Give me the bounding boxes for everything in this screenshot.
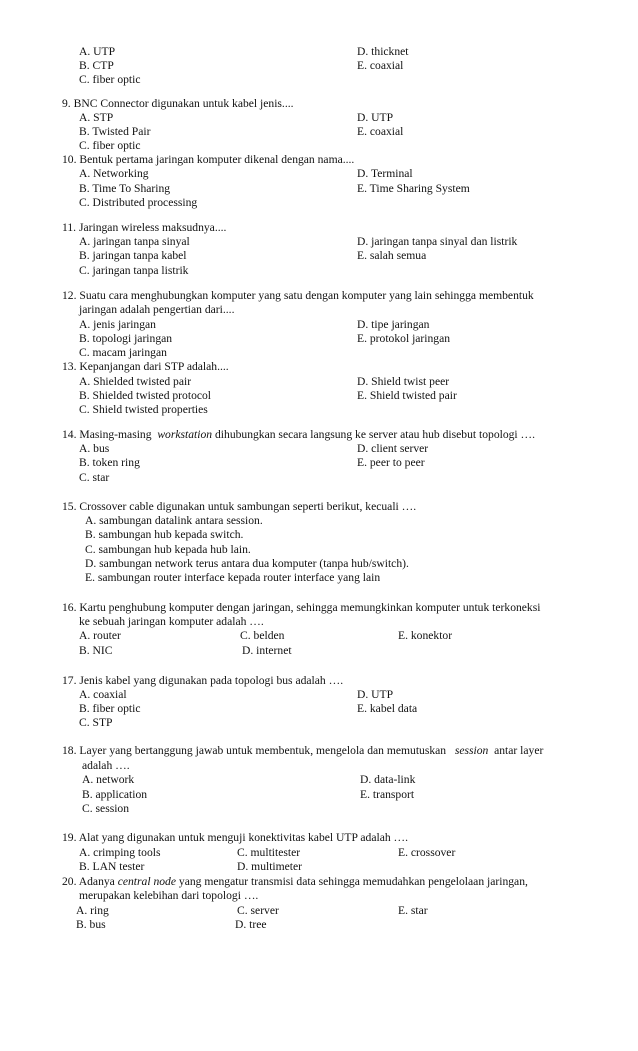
option-text: C. star (79, 471, 110, 484)
option-text: A. crimping tools (79, 846, 161, 859)
option-text: E. coaxial (357, 125, 404, 138)
option-text: C. Shield twisted properties (79, 403, 208, 416)
option-text: C. belden (240, 629, 285, 642)
italic-term: workstation (157, 428, 213, 441)
option-text: A. Networking (79, 167, 149, 180)
question-text: jaringan adalah pengertian dari.... (79, 303, 235, 316)
option-text: B. LAN tester (79, 860, 145, 873)
option-text: C. fiber optic (79, 139, 141, 152)
question-text: 13. Kepanjangan dari STP adalah.... (62, 360, 229, 373)
option-text: B. sambungan hub kepada switch. (85, 528, 244, 541)
option-text: A. sambungan datalink antara session. (85, 514, 263, 527)
question-text: 10. Bentuk pertama jaringan komputer dikenal dengan nama.... (62, 153, 355, 166)
italic-term: session (454, 744, 489, 757)
question-text (62, 875, 528, 889)
option-text: D. UTP (357, 688, 394, 701)
question-text: adalah …. (82, 759, 130, 772)
option-text: B. CTP (79, 59, 114, 72)
option-text: A. UTP (79, 45, 116, 58)
question-text: 17. Jenis kabel yang digunakan pada topologi bus adalah …. (62, 674, 344, 687)
question-text-part: antar layer (494, 744, 544, 757)
option-text: A. STP (79, 111, 114, 124)
option-text: C. sambungan hub kepada hub lain. (85, 543, 251, 556)
option-text: C. macam jaringan (79, 346, 167, 359)
option-text: B. Twisted Pair (79, 125, 151, 138)
option-text: A. Shielded twisted pair (79, 375, 192, 388)
option-text: A. bus (79, 442, 110, 455)
option-text: D. multimeter (237, 860, 303, 873)
option-text: D. thicknet (357, 45, 409, 58)
option-text: E. sambungan router interface kepada router interface yang lain (85, 571, 381, 584)
option-text: C. session (82, 802, 130, 815)
question-text: ke sebuah jaringan komputer adalah …. (79, 615, 264, 628)
option-text: A. ring (76, 904, 109, 917)
option-text: A. jaringan tanpa sinyal (79, 235, 190, 248)
option-text: B. topologi jaringan (79, 332, 173, 345)
option-text: A. jenis jaringan (79, 318, 156, 331)
question-text-part: yang mengatur transmisi data sehingga memudahkan pengelolaan jaringan, (178, 875, 528, 888)
question-text: 9. BNC Connector digunakan untuk kabel jenis.... (62, 97, 294, 110)
option-text: B. Shielded twisted protocol (79, 389, 212, 402)
option-text: D. internet (242, 644, 292, 657)
option-text: B. token ring (79, 456, 140, 469)
question-text: 16. Kartu penghubung komputer dengan jaringan, sehingga memungkinkan komputer untuk terkoneksi (62, 601, 541, 614)
option-text: E. peer to peer (357, 456, 425, 469)
option-text: A. router (79, 629, 121, 642)
option-text: A. coaxial (79, 688, 127, 701)
option-text: B. fiber optic (79, 702, 141, 715)
option-text: B. jaringan tanpa kabel (79, 249, 187, 262)
option-text: E. kabel data (357, 702, 418, 715)
option-text: E. konektor (398, 629, 453, 642)
question-text: 15. Crossover cable digunakan untuk sambungan seperti berikut, kecuali …. (62, 500, 417, 513)
option-text: E. salah semua (357, 249, 427, 262)
option-text: C. multitester (237, 846, 301, 859)
option-text: B. NIC (79, 644, 113, 657)
option-text: E. crossover (398, 846, 456, 859)
italic-term: central node (117, 875, 176, 888)
question-text (62, 428, 535, 442)
question-text-part: 14. Masing-masing (62, 428, 152, 441)
option-text: D. jaringan tanpa sinyal dan listrik (357, 235, 518, 248)
question-text: 19. Alat yang digunakan untuk menguji konektivitas kabel UTP adalah …. (62, 831, 409, 844)
option-text: B. Time To Sharing (79, 182, 171, 195)
question-text (62, 744, 543, 758)
question-text: 11. Jaringan wireless maksudnya.... (62, 221, 227, 234)
option-text: D. Terminal (357, 167, 413, 180)
option-text: E. protokol jaringan (357, 332, 451, 345)
option-text: D. tree (235, 918, 267, 931)
option-text: D. UTP (357, 111, 394, 124)
question-text: 12. Suatu cara menghubungkan komputer yang satu dengan komputer yang lain sehingga membentuk (62, 289, 534, 302)
option-text: B. application (82, 788, 148, 801)
option-text: D. sambungan network terus antara dua komputer (tanpa hub/switch). (85, 557, 409, 570)
option-text: A. network (82, 773, 135, 786)
option-text: C. server (237, 904, 279, 917)
option-text: D. Shield twist peer (357, 375, 450, 388)
question-text-part: dihubungkan secara langsung ke server atau hub disebut topologi …. (215, 428, 536, 441)
option-text: E. star (398, 904, 428, 917)
option-text: D. client server (357, 442, 429, 455)
option-text: E. transport (360, 788, 415, 801)
option-text: E. coaxial (357, 59, 404, 72)
option-text: C. Distributed processing (79, 196, 198, 209)
option-text: C. fiber optic (79, 73, 141, 86)
option-text: C. jaringan tanpa listrik (79, 264, 189, 277)
option-text: D. tipe jaringan (357, 318, 430, 331)
option-text: B. bus (76, 918, 106, 931)
question-text-part: 20. Adanya (62, 875, 115, 888)
option-text: C. STP (79, 716, 113, 729)
option-text: D. data-link (360, 773, 416, 786)
question-text: merupakan kelebihan dari topologi …. (79, 889, 259, 902)
option-text: E. Shield twisted pair (357, 389, 457, 402)
option-text: E. Time Sharing System (357, 182, 470, 195)
question-text-part: 18. Layer yang bertanggung jawab untuk membentuk, mengelola dan memutuskan (62, 744, 447, 757)
